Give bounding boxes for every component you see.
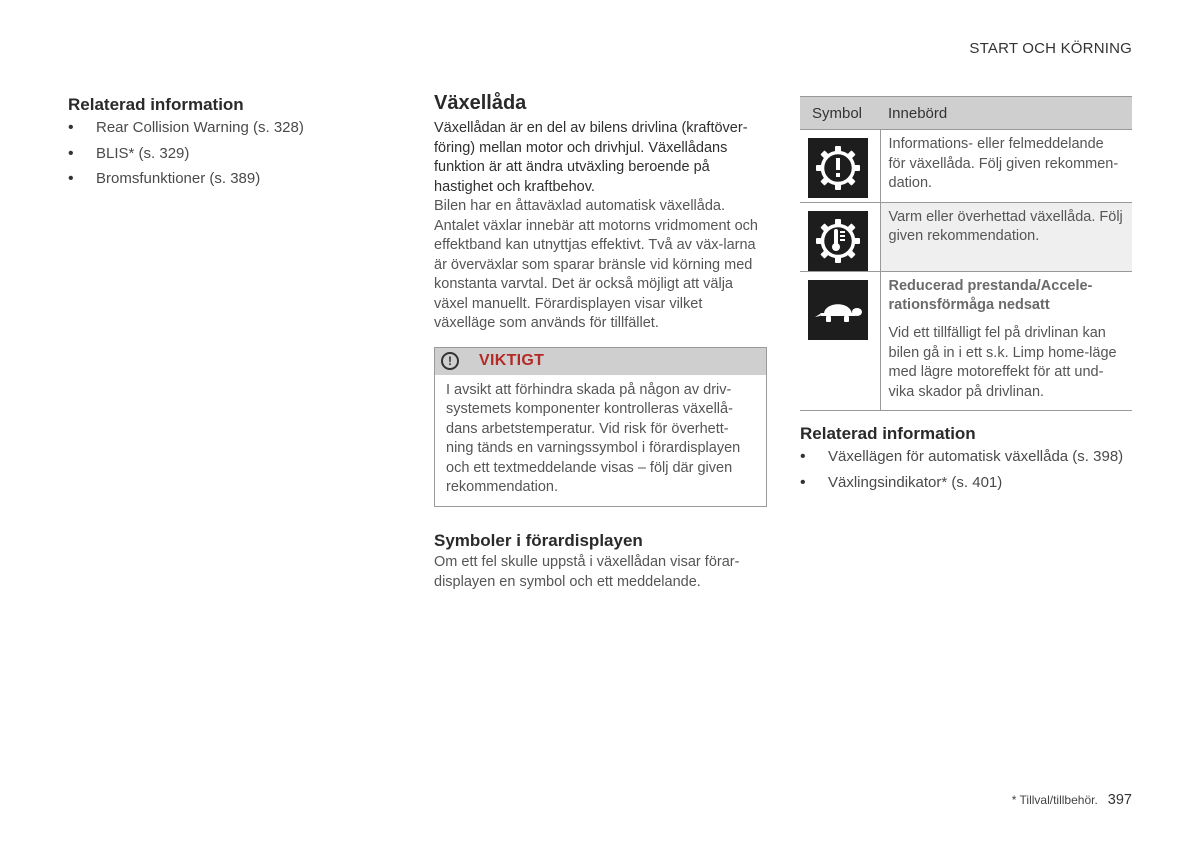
table-header-row — [800, 97, 1132, 130]
row-3-title: Reducerad prestanda/Accele-rationsförmåga nedsatt — [888, 277, 1093, 314]
middle-column — [434, 92, 767, 592]
turtle-icon — [808, 280, 868, 340]
warning-title: VIKTIGT — [479, 352, 545, 369]
table-row — [800, 271, 1132, 411]
left-column — [68, 95, 368, 192]
row-1-meaning: Informations- eller felmeddelande för växellåda. Följ given rekommen-dation. — [880, 130, 1132, 203]
gear-warning-icon — [808, 138, 868, 198]
related-link-vaxellagen[interactable]: • Växellägen för automatisk växellåda (s. 398) — [800, 444, 1132, 470]
intro-paragraph: Växellådan är en del av bilens drivlina (kraftöver-föring) mellan motor och drivhjul. Växellådans funktion är att ändra utväxling beroende på hastighet och kraftbehov. — [434, 120, 748, 195]
warning-header — [435, 348, 766, 375]
symbols-paragraph: Om ett fel skulle uppstå i växellådan visar förar-displayen en symbol och ett meddelande. — [434, 554, 740, 590]
footnote: * Tillval/tillbehör. — [1011, 793, 1098, 807]
related-link-bromsfunktioner[interactable]: • Bromsfunktioner (s. 389) — [68, 166, 368, 192]
related-info-list-right — [800, 444, 1132, 495]
warning-box — [434, 347, 767, 508]
row-3-meaning: Vid ett tillfälligt fel på drivlinan kan bilen gå in i ett s.k. Limp home-läge med lägre motoreffekt för att und-vika skador på drivlinan. — [888, 324, 1117, 400]
footer — [1012, 792, 1132, 808]
symbols-heading: Symboler i förardisplayen — [434, 531, 643, 551]
symbol-table — [800, 96, 1132, 411]
related-info-heading: Relaterad information — [68, 95, 244, 114]
related-link-vaxlingsindikator[interactable]: • Växlingsindikator* (s. 401) — [800, 470, 1132, 496]
exclamation-icon: ! — [441, 352, 459, 370]
row-2-meaning: Varm eller överhettad växellåda. Följ given rekommendation. — [880, 202, 1132, 271]
page-number: 397 — [1107, 792, 1132, 808]
column-header-symbol: Symbol — [800, 97, 880, 130]
related-info-section — [800, 424, 1132, 495]
related-link-rear-collision[interactable]: • Rear Collision Warning (s. 328) — [68, 115, 368, 141]
warning-text: I avsikt att förhindra skada på någon av driv-systemets komponenter kontrolleras växellå-dans arbetstemperatur. Vid risk för överhett-ning tänds en varningssymbol i förardisplayen och ett textmeddelande visas – följ där given rekommendation. — [446, 381, 741, 496]
section-header: START OCH KÖRNING — [969, 40, 1132, 57]
body-paragraph: Bilen har en åttaväxlad automatisk växellåda. Antalet växlar innebär att motorns vridmoment och effektband kan utnyttjas effektivt. Två av väx-larna är överväxlar som sparar bränsle vid körning med konstanta varvtal. Det är också möjligt att välja växel manuellt. Förardisplayen visar vilket växelläge som används för tillfället. — [434, 198, 758, 331]
related-link-blis[interactable]: • BLIS* (s. 329) — [68, 141, 368, 167]
column-header-meaning: Innebörd — [880, 97, 1132, 130]
table-row — [800, 202, 1132, 271]
right-column — [800, 96, 1132, 495]
page-title: Växellåda — [434, 92, 527, 114]
related-info-list — [68, 115, 368, 192]
gear-temperature-icon — [808, 211, 868, 271]
related-info-heading-right: Relaterad information — [800, 424, 976, 444]
table-row — [800, 130, 1132, 203]
